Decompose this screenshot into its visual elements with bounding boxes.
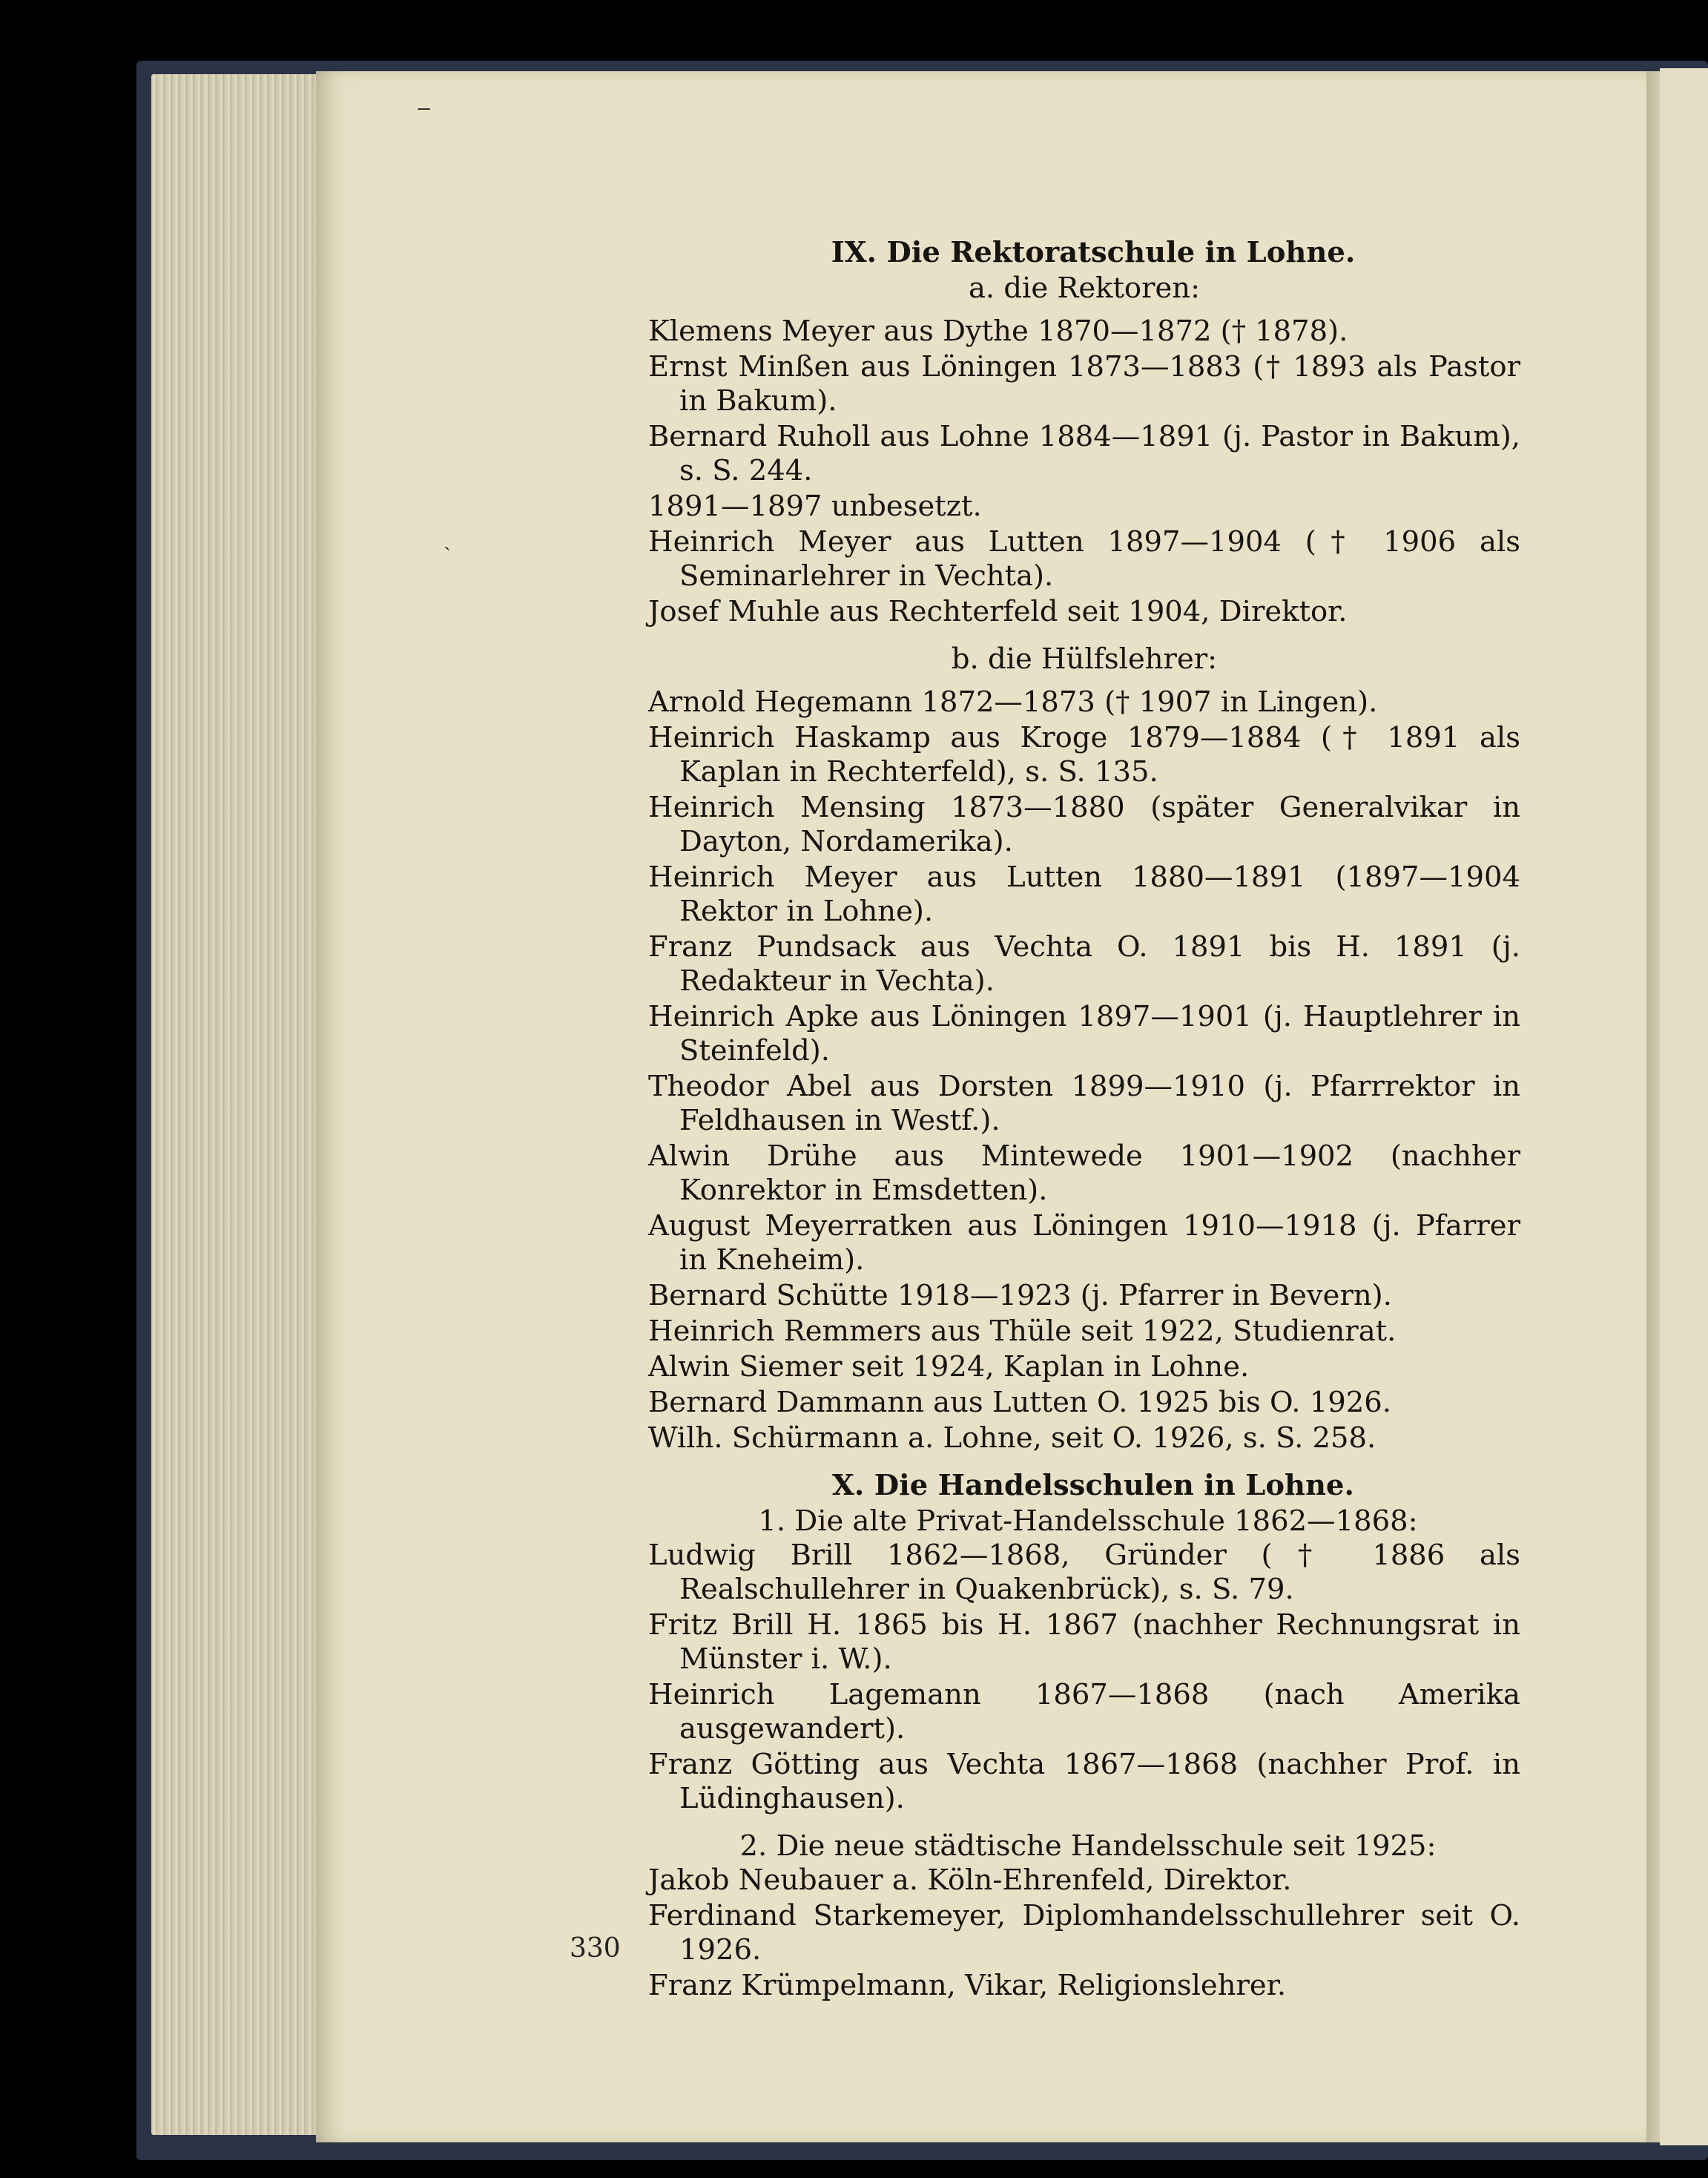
section-title-handelsschulen: X. Die Handelsschulen in Lohne.	[832, 1469, 1354, 1502]
list-item: Heinrich Mensing 1873—1880 (später Generalvikar in Dayton, Nordamerika).	[648, 791, 1520, 858]
list-item: Theodor Abel aus Dorsten 1899—1910 (j. Pfarrrektor in Feldhausen in Westf.).	[648, 1070, 1520, 1137]
list-item: Ludwig Brill 1862—1868, Gründer († 1886 als Realschullehrer in Quakenbrück), s. S. 79.	[648, 1539, 1520, 1606]
list-item: Ferdinand Starkemeyer, Diplomhandelsschullehrer seit O. 1926.	[648, 1899, 1520, 1967]
page-number: 330	[570, 1933, 621, 1964]
list-item: Klemens Meyer aus Dythe 1870—1872 († 1878).	[648, 315, 1348, 348]
list-item: Josef Muhle aus Rechterfeld seit 1904, Direktor.	[648, 595, 1348, 628]
list-item: Bernard Schütte 1918—1923 (j. Pfarrer in Bevern).	[648, 1279, 1392, 1312]
margin-mark-top: ‒	[417, 95, 432, 121]
list-item: Heinrich Apke aus Löningen 1897—1901 (j. Hauptlehrer in Steinfeld).	[648, 1000, 1520, 1067]
list-item: Franz Götting aus Vechta 1867—1868 (nachher Prof. in Lüdinghausen).	[648, 1748, 1520, 1815]
facing-page-edge	[1660, 68, 1708, 2145]
subheading-alte-handelsschule: 1. Die alte Privat-Handelsschule 1862—1868:	[758, 1504, 1418, 1538]
list-item: August Meyerratken aus Löningen 1910—1918 (j. Pfarrer in Kneheim).	[648, 1209, 1520, 1277]
list-item: Fritz Brill H. 1865 bis H. 1867 (nachher Rechnungsrat in Münster i. W.).	[648, 1608, 1520, 1676]
list-item: Heinrich Meyer aus Lutten 1897—1904 († 1906 als Seminarlehrer in Vechta).	[648, 525, 1520, 593]
page-edges	[151, 74, 323, 2135]
list-item: Heinrich Remmers aus Thüle seit 1922, Studienrat.	[648, 1315, 1397, 1348]
list-item: Jakob Neubauer a. Köln-Ehrenfeld, Direktor.	[648, 1863, 1292, 1897]
list-item: Franz Krümpelmann, Vikar, Religionslehrer.	[648, 1969, 1287, 2002]
list-item: Arnold Hegemann 1872—1873 († 1907 in Lingen).	[648, 685, 1378, 719]
list-item: Alwin Siemer seit 1924, Kaplan in Lohne.	[648, 1350, 1250, 1384]
subheading-huelfslehrer: b. die Hülfslehrer:	[951, 642, 1218, 676]
list-item: Alwin Drühe aus Mintewede 1901—1902 (nachher Konrektor in Emsdetten).	[648, 1139, 1520, 1207]
list-item: Heinrich Meyer aus Lutten 1880—1891 (1897—1904 Rektor in Lohne).	[648, 861, 1520, 928]
subheading-rektoren: a. die Rektoren:	[968, 272, 1201, 305]
list-item: Wilh. Schürmann a. Lohne, seit O. 1926, s. S. 258.	[648, 1421, 1376, 1455]
list-item: Bernard Ruholl aus Lohne 1884—1891 (j. Pastor in Bakum), s. S. 244.	[648, 420, 1520, 487]
list-item: Heinrich Lagemann 1867—1868 (nach Amerika ausgewandert).	[648, 1678, 1520, 1746]
list-item: Heinrich Haskamp aus Kroge 1879—1884 († 1891 als Kaplan in Rechterfeld), s. S. 135.	[648, 721, 1520, 789]
list-item: Ernst Minßen aus Löningen 1873—1883 († 1893 als Pastor in Bakum).	[648, 350, 1520, 418]
section-title-rektoratschule: IX. Die Rektoratschule in Lohne.	[831, 236, 1356, 269]
list-item: Bernard Dammann aus Lutten O. 1925 bis O. 1926.	[648, 1386, 1391, 1419]
subheading-neue-handelsschule: 2. Die neue städtische Handelsschule seit 1925:	[739, 1829, 1437, 1863]
page-text	[648, 236, 1520, 2004]
list-item: 1891—1897 unbesetzt.	[648, 490, 982, 523]
margin-mark-side: ˴	[444, 533, 451, 559]
list-item: Franz Pundsack aus Vechta O. 1891 bis H. 1891 (j. Redakteur in Vechta).	[648, 930, 1520, 998]
